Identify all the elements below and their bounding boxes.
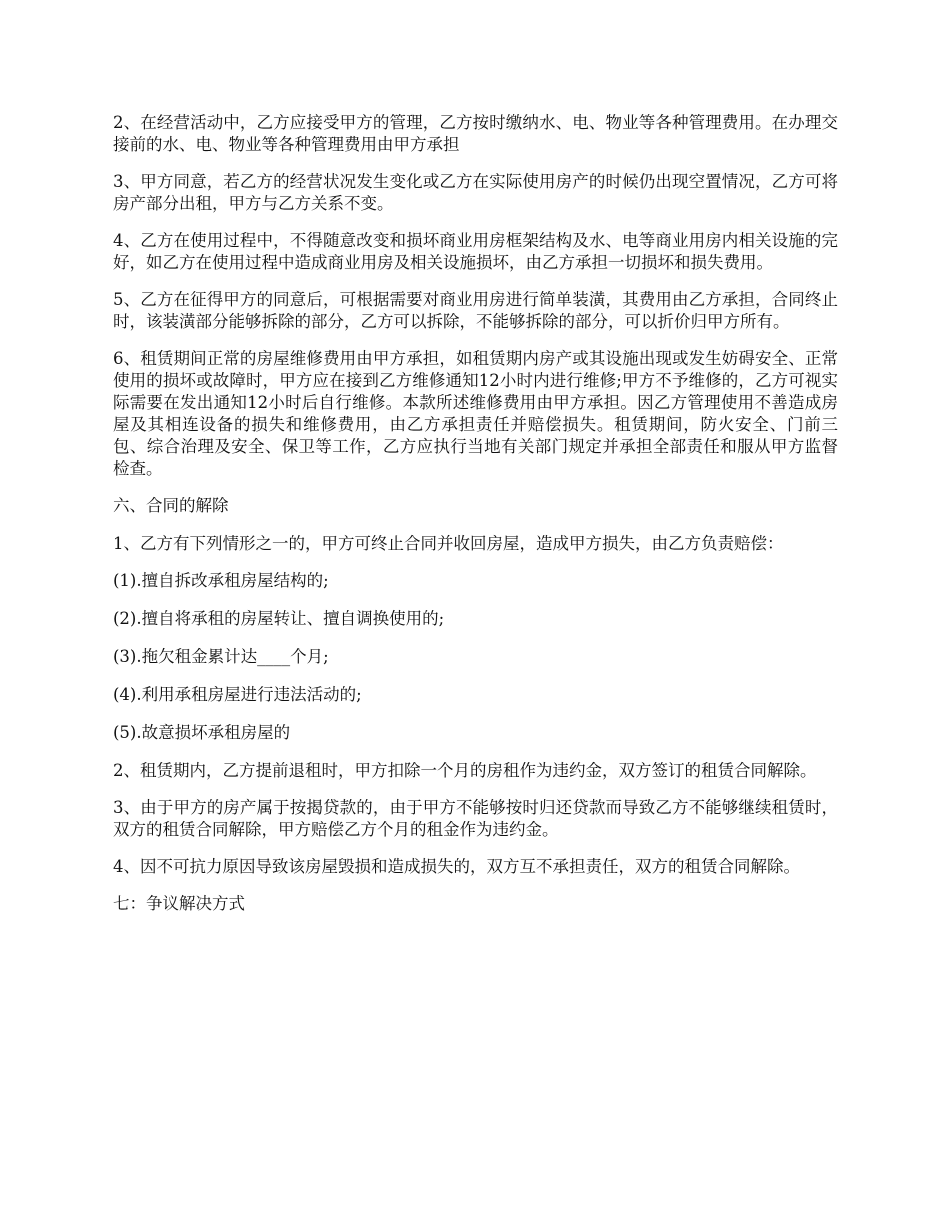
termination-clause-3: 3、由于甲方的房产属于按揭贷款的，由于甲方不能够按时归还贷款而导致乙方不能够继续租赁时，双方的租赁合同解除，甲方赔偿乙方个月的租金作为违约金。 (113, 798, 838, 839)
clause-6-maintenance: 6、租赁期间正常的房屋维修费用由甲方承担，如租赁期内房产或其设施出现或发生妨碍安全、正常使用的损坏或故障时，甲方应在接到乙方维修通知12小时内进行维修;甲方不予维修的，乙方可视实际需要在发出通知12小时后自行维修。本款所述维修费用由甲方承担。因乙方管理使用不善造成房屋及其相连设备的损失和维修费用，由乙方承担责任并赔偿损失。租赁期间，防火安全、门前三包、综合治理及安全、保卫等工作，乙方应执行当地有关部门规定并承担全部责任和服从甲方监督检查。 (113, 349, 838, 478)
clause-4-facility-damage: 4、乙方在使用过程中，不得随意改变和损坏商业用房框架结构及水、电等商业用房内相关设施的完好，如乙方在使用过程中造成商业用房及相关设施损坏，由乙方承担一切损坏和损失费用。 (113, 231, 838, 272)
termination-item-5: (5).故意损坏承租房屋的 (113, 723, 291, 742)
termination-item-3: (3).拖欠租金累计达____个月; (113, 647, 329, 666)
termination-item-1: (1).擅自拆改承租房屋结构的; (113, 571, 329, 590)
document-body (113, 112, 838, 931)
clause-5-decoration: 5、乙方在征得甲方的同意后，可根据需要对商业用房进行简单装潢，其费用由乙方承担，合同终止时，该装潢部分能够拆除的部分，乙方可以拆除，不能够拆除的部分，可以折价归甲方所有。 (113, 290, 838, 331)
section-heading-dispute: 七：争议解决方式 (113, 894, 245, 913)
termination-clause-2: 2、租赁期内，乙方提前退租时，甲方扣除一个月的房租作为违约金，双方签订的租赁合同解除。 (113, 761, 817, 780)
section-heading-termination: 六、合同的解除 (113, 496, 229, 515)
termination-clause-4: 4、因不可抗力原因导致该房屋毁损和造成损失的，双方互不承担责任，双方的租赁合同解除。 (113, 857, 800, 876)
clause-2-management-fees: 2、在经营活动中，乙方应接受甲方的管理，乙方按时缴纳水、电、物业等各种管理费用。在办理交接前的水、电、物业等各种管理费用由甲方承担 (113, 113, 838, 154)
termination-item-2: (2).擅自将承租的房屋转让、擅自调换使用的; (113, 609, 445, 628)
termination-clause-1: 1、乙方有下列情形之一的，甲方可终止合同并收回房屋，造成甲方损失，由乙方负责赔偿： (113, 534, 784, 553)
clause-3-sublease: 3、甲方同意，若乙方的经营状况发生变化或乙方在实际使用房产的时候仍出现空置情况，乙方可将房产部分出租，甲方与乙方关系不变。 (113, 172, 838, 213)
termination-item-4: (4).利用承租房屋进行违法活动的; (113, 685, 362, 704)
